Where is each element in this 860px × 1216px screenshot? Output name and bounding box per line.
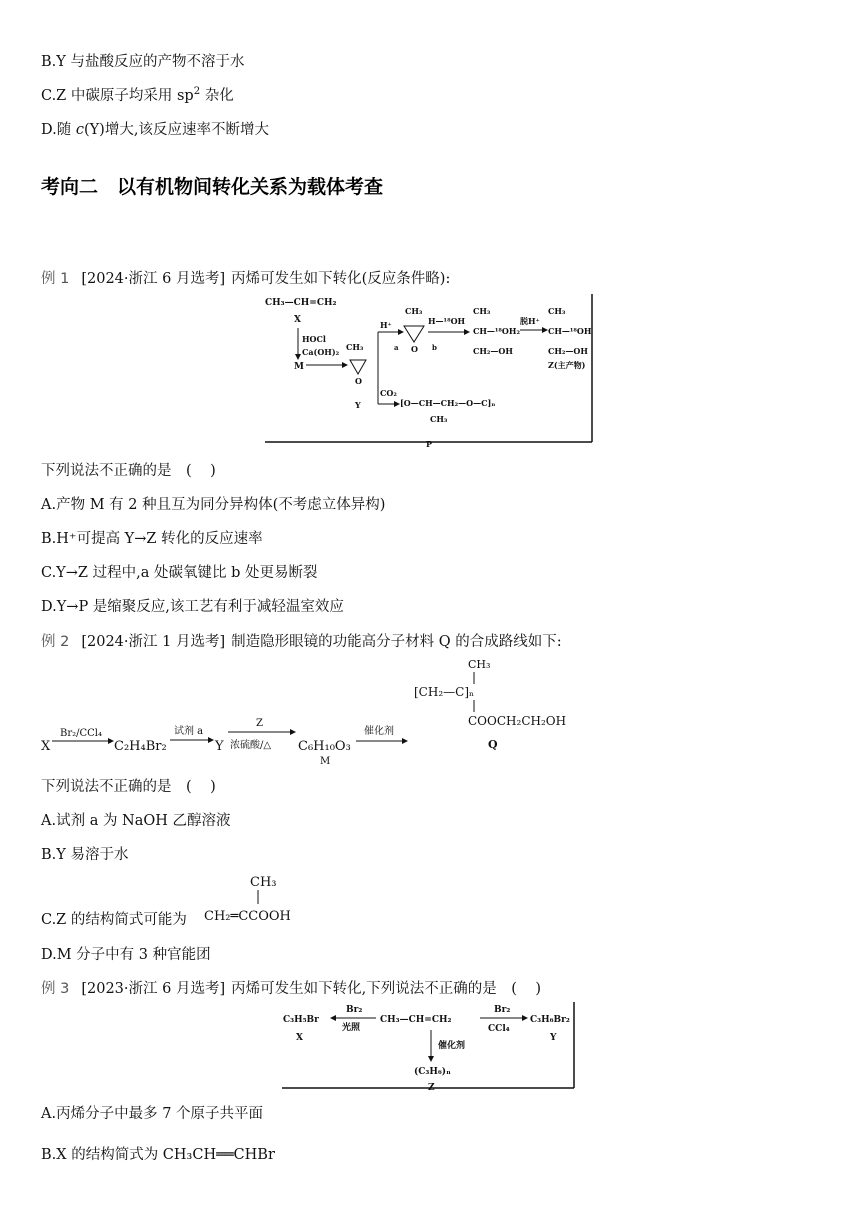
example-3-option-b: B.X 的结构简式为 CH₃CH══CHBr: [41, 1147, 275, 1163]
example-1-stem: [41, 267, 450, 288]
svg-text:Br₂/CCl₄: Br₂/CCl₄: [60, 728, 103, 739]
label-x: X: [296, 1033, 303, 1043]
example-1-reaction-diagram: [262, 292, 598, 448]
svg-text:CH₃: CH₃: [346, 342, 364, 352]
svg-text:CO₂: CO₂: [380, 388, 397, 398]
example-3-stem: 例 3 [2023·浙江 6 月选考] 丙烯可发生如下转化,下列说法不正确的是 ( ): [41, 981, 544, 997]
label-x: X: [41, 739, 51, 754]
example-1-option-c: C.Y→Z 过程中,a 处碳氧键比 b 处更易断裂: [41, 565, 318, 581]
svg-text:催化剂: 催化剂: [438, 1041, 466, 1051]
option-c-prev: C.Z 中碳原子均采用 $sp^2$ 杂化: [41, 86, 234, 104]
svg-text:催化剂: 催化剂: [364, 726, 394, 737]
example-stem: 制造隐形眼镜的功能高分子材料 Q 的合成路线如下:: [231, 634, 562, 650]
example-source: [2024·浙江 1 月选考]: [81, 634, 226, 650]
example-2-option-b: B.Y 易溶于水: [41, 847, 129, 863]
svg-text:CH₃: CH₃: [430, 414, 448, 424]
svg-text:Br₂: Br₂: [494, 1005, 511, 1015]
svg-text:CH₂—OH: CH₂—OH: [548, 346, 588, 356]
svg-text:CH₃: CH₃: [468, 658, 491, 671]
label-y: Y: [550, 1033, 557, 1043]
svg-text:H⁺: H⁺: [380, 320, 392, 330]
label-y: Y: [215, 739, 224, 754]
svg-text:CH₃: CH₃: [250, 875, 277, 890]
option-b-prev: B.Y 与盐酸反应的产物不溶于水: [41, 54, 245, 70]
z-structure-formula: [202, 870, 322, 926]
example-2-option-d: D.M 分子中有 3 种官能团: [41, 947, 211, 963]
example-stem: 丙烯可发生如下转化(反应条件略):: [231, 271, 451, 287]
svg-text:a: a: [394, 343, 399, 352]
example-3-reaction-diagram: [280, 1000, 580, 1092]
svg-text:Br₂: Br₂: [346, 1005, 363, 1015]
svg-text:Z: Z: [256, 718, 263, 729]
example-label: 例 2: [41, 634, 70, 650]
svg-text:CH₃: CH₃: [405, 306, 423, 316]
example-1-question: 下列说法不正确的是 ( ): [41, 463, 218, 479]
svg-text:COOCH₂CH₂OH: COOCH₂CH₂OH: [468, 714, 567, 728]
label-z: Z(主产物): [548, 360, 586, 370]
svg-text:CH₂—OH: CH₂—OH: [473, 346, 513, 356]
example-2-option-a: A.试剂 a 为 NaOH 乙醇溶液: [41, 813, 231, 829]
svg-text:试剂 a: 试剂 a: [174, 726, 204, 737]
example-1-option-b: B.H⁺可提高 Y→Z 转化的反应速率: [41, 531, 263, 547]
example-1-option-a: A.产物 M 有 2 种且互为同分异构体(不考虑立体异构): [41, 497, 386, 513]
svg-text:Ca(OH)₂: Ca(OH)₂: [302, 347, 340, 357]
example-2-synthesis-route: [38, 652, 598, 770]
svg-text:CH₃: CH₃: [473, 306, 491, 316]
label-x: X: [294, 315, 301, 325]
example-stem: 丙烯可发生如下转化,下列说法不正确的是: [231, 981, 497, 997]
svg-text:C₃H₆Br₂: C₃H₆Br₂: [530, 1015, 570, 1025]
label-p: P: [426, 439, 433, 448]
label-z: Z: [428, 1083, 435, 1092]
svg-text:浓硫酸/△: 浓硫酸/△: [230, 740, 272, 751]
svg-text:CCl₄: CCl₄: [488, 1024, 510, 1034]
svg-text:CH₂═CCOOH: CH₂═CCOOH: [204, 909, 291, 924]
propene-formula: CH₃—CH=CH₂: [265, 298, 337, 308]
example-source: [2023·浙江 6 月选考]: [81, 981, 226, 997]
svg-text:C₆H₁₀O₃: C₆H₁₀O₃: [298, 739, 351, 754]
example-2-question: 下列说法不正确的是 ( ): [41, 779, 218, 795]
section-heading: 考向二 以有机物间转化关系为载体考查: [41, 176, 384, 198]
svg-text:光照: 光照: [342, 1023, 361, 1033]
svg-text:CH₃: CH₃: [548, 306, 566, 316]
option-d-prev: D.随 c(Y)增大,该反应速率不断增大: [41, 122, 269, 138]
svg-text:CH₃—CH=CH₂: CH₃—CH=CH₂: [380, 1015, 452, 1025]
svg-text:(C₃H₆)ₙ: (C₃H₆)ₙ: [414, 1067, 451, 1077]
example-label: 例 3: [41, 981, 70, 997]
svg-text:b: b: [432, 343, 437, 352]
example-2-option-c: C.Z 的结构简式可能为: [41, 912, 187, 928]
svg-text:C₃H₅Br: C₃H₅Br: [283, 1015, 319, 1025]
svg-text:[CH₂—C]ₙ: [CH₂—C]ₙ: [414, 685, 475, 699]
label-m: M: [320, 756, 331, 767]
label-y: Y: [355, 400, 361, 410]
example-2-stem: [41, 630, 562, 651]
svg-text:HOCl: HOCl: [302, 334, 326, 344]
label-q: Q: [488, 738, 498, 751]
svg-text:O: O: [355, 376, 362, 386]
example-3-option-a: A.丙烯分子中最多 7 个原子共平面: [41, 1106, 264, 1122]
example-1-option-d: D.Y→P 是缩聚反应,该工艺有利于减轻温室效应: [41, 599, 344, 615]
label-m: M: [294, 362, 304, 372]
svg-text:C₂H₄Br₂: C₂H₄Br₂: [114, 739, 167, 754]
svg-text:CH—¹⁸OH: CH—¹⁸OH: [548, 326, 592, 336]
example-source: [2024·浙江 6 月选考]: [81, 271, 226, 287]
svg-text:H—¹⁸OH: H—¹⁸OH: [428, 316, 466, 326]
example-label: 例 1: [41, 271, 70, 287]
svg-text:CH—¹⁸OH₂: CH—¹⁸OH₂: [473, 326, 520, 336]
svg-text:脱H⁺: 脱H⁺: [520, 316, 540, 326]
svg-text:O: O: [411, 344, 418, 354]
svg-text:[O—CH—CH₂—O—C]ₙ: [O—CH—CH₂—O—C]ₙ: [400, 398, 496, 408]
